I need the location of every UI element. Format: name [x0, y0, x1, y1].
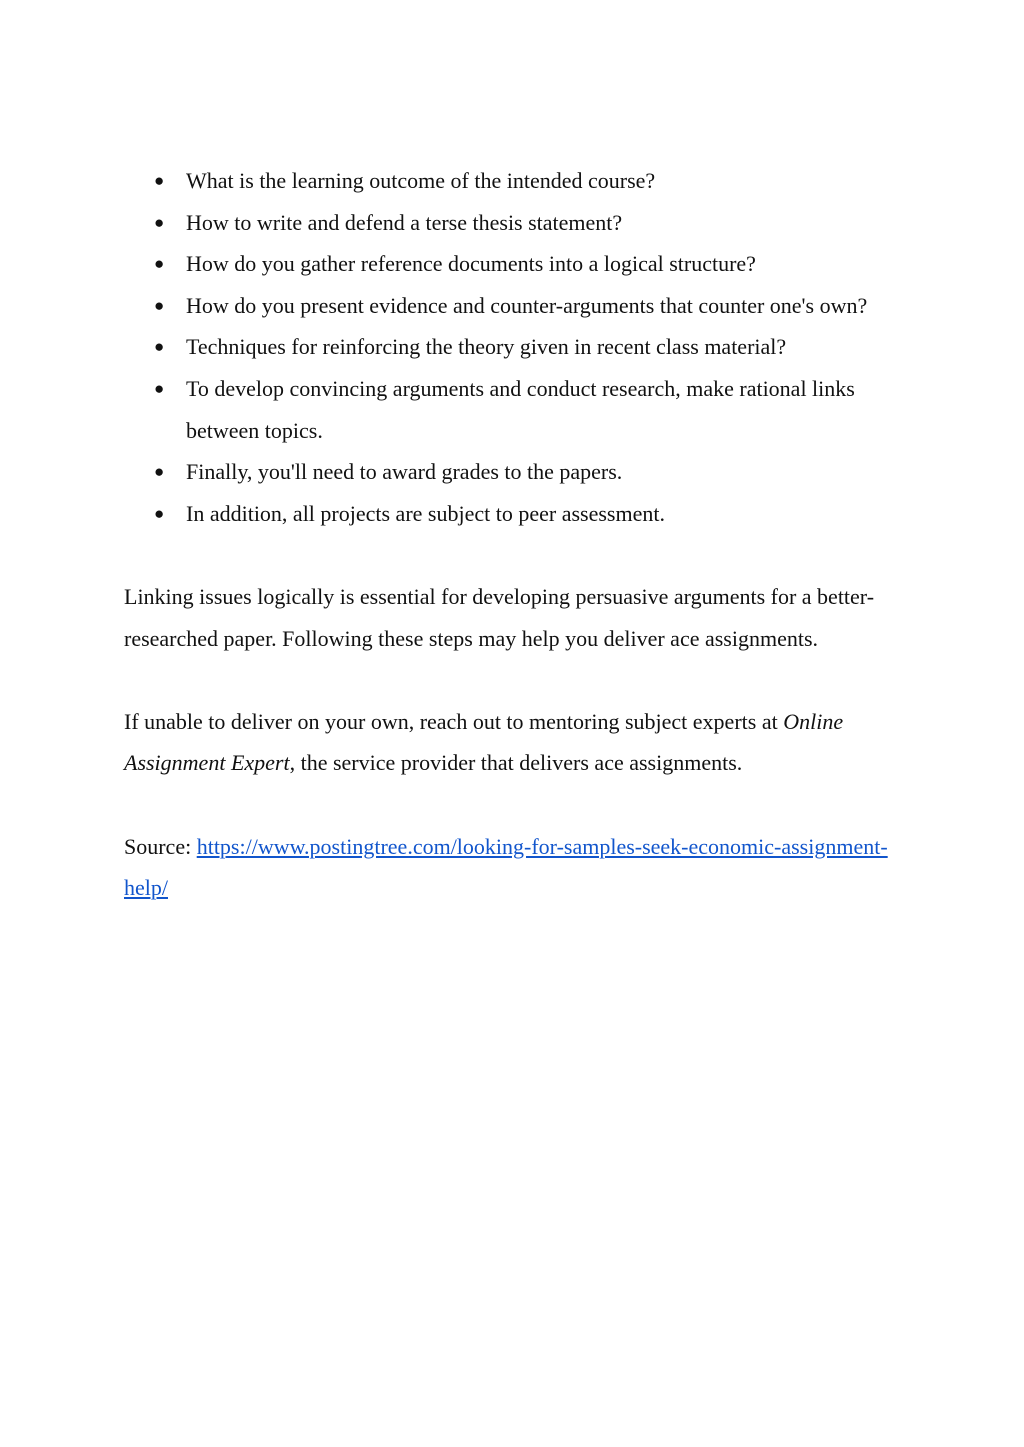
paragraph-text: If unable to deliver on your own, reach out to mentoring subject experts at — [124, 708, 784, 734]
paragraph-text: , the service provider that delivers ace assignments. — [289, 750, 743, 776]
list-item-text: Finally, you'll need to award grades to the papers. — [186, 459, 623, 485]
list-item-text: In addition, all projects are subject to peer assessment. — [186, 500, 665, 526]
source-link[interactable]: https://www.postingtree.com/looking-for-samples-seek-economic-assignment-help/ — [124, 833, 888, 901]
list-item — [124, 493, 894, 535]
list-item — [124, 202, 894, 244]
list-item — [124, 326, 894, 368]
list-item — [124, 243, 894, 285]
bullet-icon: ● — [154, 462, 165, 482]
list-item — [124, 451, 894, 493]
bullet-icon: ● — [154, 337, 165, 357]
list-item-text: How do you gather reference documents into a logical structure? — [186, 251, 756, 277]
paragraph-reach-out — [124, 701, 894, 784]
paragraph-linking-issues: Linking issues logically is essential for developing persuasive arguments for a better-researched paper. Following these steps may help you deliver ace assignments. — [124, 583, 875, 651]
list-item-text: How do you present evidence and counter-arguments that counter one's own? — [186, 292, 868, 318]
question-list — [124, 160, 894, 534]
list-item-text: What is the learning outcome of the intended course? — [186, 168, 656, 193]
bullet-icon: ● — [154, 254, 165, 274]
document-body — [124, 160, 894, 909]
source-label: Source: — [124, 833, 197, 859]
bullet-icon: ● — [154, 171, 165, 190]
bullet-icon: ● — [154, 295, 165, 315]
bullet-icon: ● — [154, 212, 165, 232]
source-line — [124, 826, 894, 909]
list-item — [124, 368, 894, 451]
list-item-text: How to write and defend a terse thesis statement? — [186, 209, 623, 235]
list-item-text: Techniques for reinforcing the theory given in recent class material? — [186, 334, 787, 360]
company-name: Online Assignment Expert — [124, 708, 844, 776]
list-item — [124, 160, 894, 202]
list-item — [124, 285, 894, 327]
bullet-icon: ● — [154, 378, 165, 398]
bullet-icon: ● — [154, 503, 165, 523]
list-item-text: To develop convincing arguments and conduct research, make rational links between topics. — [186, 375, 855, 443]
